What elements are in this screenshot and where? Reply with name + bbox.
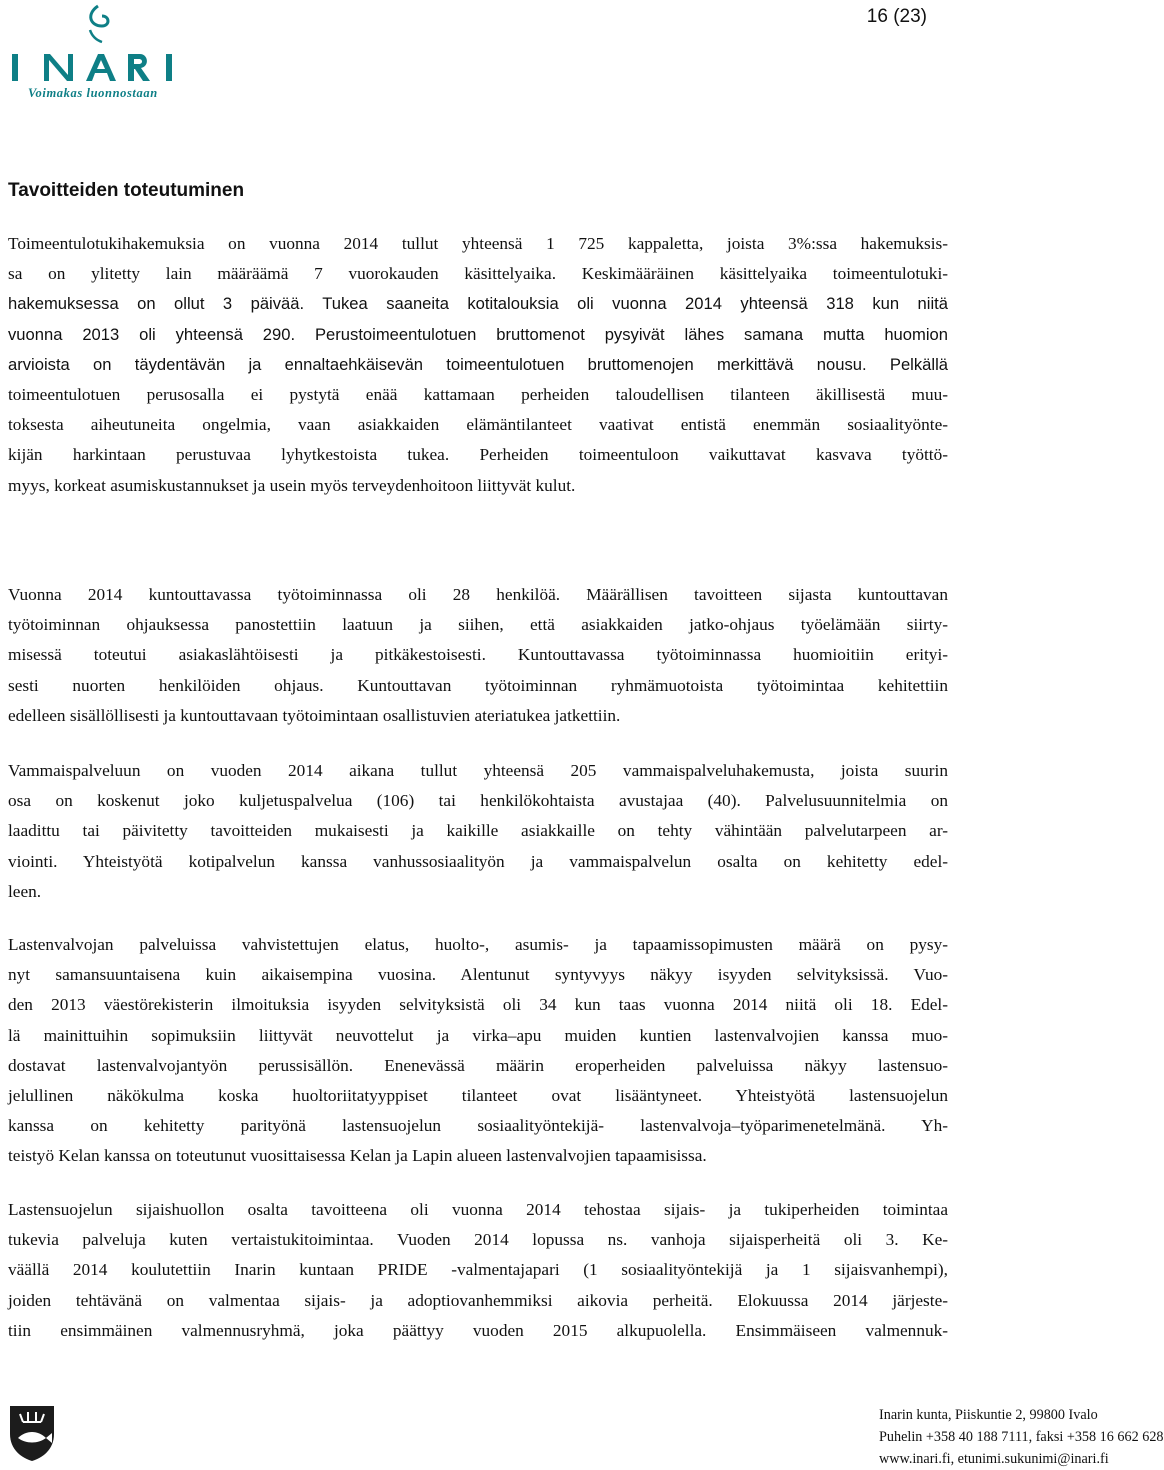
text-line: den 2013 väestörekisterin ilmoituksia isyyden selvityksistä oli 34 kun taas vuonna 2014 niitä oli 18. Edel- [8, 995, 948, 1015]
footer-web-email: www.inari.fi, etunimi.sukunimi@inari.fi [879, 1451, 1109, 1467]
inari-logo-mark [6, 4, 178, 88]
text-line: nyt samansuuntaisena kuin aikaisempina vuosina. Alentunut syntyvyys näkyy isyyden selvityksissä. Vuo- [8, 965, 948, 985]
text-line: sa on ylitetty lain määräämä 7 vuorokauden käsittelyaika. Keskimääräinen käsittelyaika toimeentulotuki- [8, 264, 948, 284]
text-line: kijän harkintaan perustuvaa lyhytkestoista tukea. Perheiden toimeentuloon vaikuttavat kasvava työttö- [8, 445, 948, 465]
text-line: viointi. Yhteistyötä kotipalvelun kanssa vanhussosiaalityön ja vammaispalvelun osalta on kehitetty edel- [8, 851, 948, 871]
text-line: jelullinen näkökulma koska huoltoriitatyyppiset tilanteet ovat lisääntyneet. Yhteistyötä lastensuojelun [8, 1085, 948, 1105]
text-line: Toimeentulotukihakemuksia on vuonna 2014 tullut yhteensä 1 725 kappaletta, joista 3%:ssa hakemuksis- [8, 234, 948, 253]
text-line: leen. [8, 881, 42, 901]
section-heading: Tavoitteiden toteutuminen [8, 180, 245, 201]
text-line: tiin ensimmäinen valmennusryhmä, joka päättyy vuoden 2015 alkupuolella. Ensimmäiseen valmennuk- [8, 1320, 948, 1340]
text-line: Lastenvalvojan palveluissa vahvistettujen elatus, huolto-, asumis- ja tapaamissopimusten määrä on pysy- [8, 935, 948, 954]
inari-logo [6, 4, 178, 100]
text-line: Lastensuojelun sijaishuollon osalta tavoitteena oli vuonna 2014 tehostaa sijais- ja tukiperheiden toimintaa [8, 1200, 948, 1219]
footer-contact [879, 1404, 1164, 1470]
text-line: sesti nuorten henkilöiden ohjaus. Kuntouttavan työtoiminnan ryhmämuotoista työtoimintaa kehitettiin [8, 675, 948, 695]
paragraph-kuntouttava-tyotoiminta [8, 580, 948, 731]
text-line: arvioista on täydentävän ja ennaltaehkäisevän toimeentulotuen bruttomenojen merkittävä nousu. Pelkällä [8, 354, 948, 374]
logo-slogan: Voimakas luonnostaan [28, 86, 158, 100]
paragraph-sijaishuolto [8, 1195, 948, 1346]
text-line: Vuonna 2014 kuntouttavassa työtoiminnassa oli 28 henkilöä. Määrällisen tavoitteen sijasta kuntouttavan [8, 585, 948, 604]
text-line: hakemuksessa on ollut 3 päivää. Tukea saaneita kotitalouksia oli vuonna 2014 yhteensä 318 kun niitä [8, 294, 948, 314]
text-line: joiden tehtävänä on valmentaa sijais- ja adoptiovanhemmiksi aikovia perheitä. Elokuussa 2014 järjeste- [8, 1290, 948, 1310]
page-number: 16 (23) [866, 6, 927, 27]
text-line: edelleen sisällöllisesti ja kuntouttavaan työtoimintaan osallistuvien ateriatukea jatkettiin. [8, 705, 621, 725]
text-line: toimeentulotuen perusosalla ei pystytä enää kattamaan perheiden taloudellisen tilanteen äkillisestä muu- [8, 384, 948, 404]
paragraph-vammaispalvelu [8, 756, 948, 907]
text-line: väällä 2014 koulutettiin Inarin kuntaan PRIDE -valmentajapari (1 sosiaalityöntekijä ja 1 sijaisvanhempi), [8, 1260, 948, 1280]
text-line: tukevia palveluja kuten vertaistukitoimintaa. Vuoden 2014 lopussa ns. vanhoja sijaisperheitä oli 3. Ke- [8, 1230, 948, 1250]
text-line: dostavat lastenvalvojantyön perussisällön. Enenevässä määrin eroperheiden palveluissa näkyy lastensuo- [8, 1055, 948, 1075]
text-line: vuonna 2013 oli yhteensä 290. Perustoimeentulotuen bruttomenot pysyivät lähes samana mutta huomion [8, 324, 948, 344]
paragraph-lastenvalvoja [8, 930, 948, 1172]
footer-phone: Puhelin +358 40 188 7111, faksi +358 16 662 628 [879, 1429, 1164, 1445]
text-line: työtoiminnan ohjauksessa panostettiin laatuun ja siihen, että asiakkaiden jatko-ohjaus työelämään siirty- [8, 615, 948, 635]
paragraph-toimeentulotuki [8, 229, 948, 501]
text-line: osa on koskenut joko kuljetuspalvelua (106) tai henkilökohtaista avustajaa (40). Palvelusuunnitelmia on [8, 791, 948, 811]
text-line: teistyö Kelan kanssa on toteutunut vuosittaisessa Kelan ja Lapin alueen lastenvalvojien tapaamisissa. [8, 1146, 707, 1166]
text-line: lä mainittuihin sopimuksiin liittyvät neuvottelut ja virka–apu muiden kuntien lastenvalvojien kanssa muo- [8, 1025, 948, 1045]
text-line: Vammaispalveluun on vuoden 2014 aikana tullut yhteensä 205 vammaispalveluhakemusta, joista suurin [8, 761, 948, 780]
text-line: myys, korkeat asumiskustannukset ja usein myös terveydenhoitoon liittyvät kulut. [8, 475, 576, 495]
footer-address: Inarin kunta, Piiskuntie 2, 99800 Ivalo [879, 1407, 1098, 1423]
text-line: kanssa on kehitetty parityönä lastensuojelun sosiaalityöntekijä- lastenvalvoja–työparimenetelmänä. Yh- [8, 1116, 948, 1136]
text-line: toksesta aiheutuneita ongelmia, vaan asiakkaiden elämäntilanteet vaativat entistä enemmän sosiaalityönte- [8, 415, 948, 435]
coat-of-arms-icon [8, 1404, 56, 1462]
text-line: laadittu tai päivitetty tavoitteiden mukaisesti ja kaikille asiakkaille on tehty vähintään palvelutarpeen ar- [8, 821, 948, 841]
text-line: misessä toteutui asiakaslähtöisesti ja pitkäkestoisesti. Kuntouttavassa työtoiminnassa huomioitiin erityi- [8, 645, 948, 665]
